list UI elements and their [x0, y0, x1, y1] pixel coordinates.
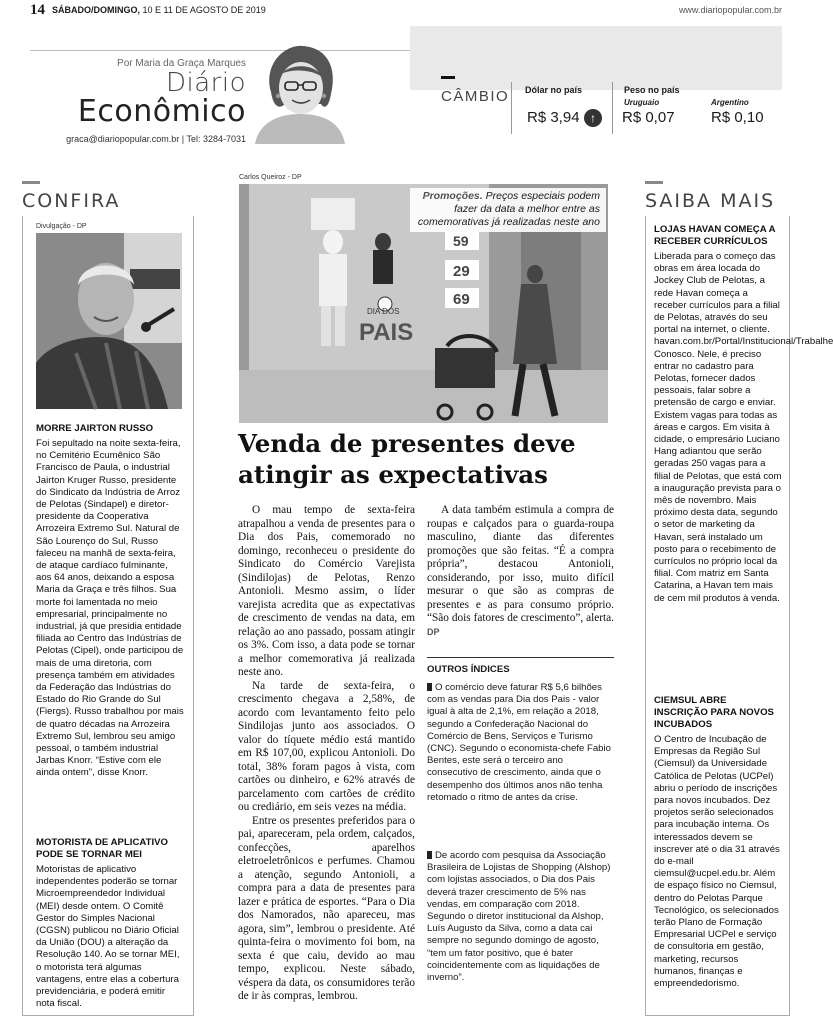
story-body: O Centro de Incubação de Empresas da Região Sul (Ciemsul) da Universidade Católica de Pelotas (UCPel) abriu o período de inscrições para novos incubados. Dez projetos serão selecionados para incubação interna. Os interessados devem se inscrever até o dia 31 através do e-mail ciemsul@ucpel.edu.br. Além de espaço físico no Ciemsul, dentro do Pelotas Parque Tecnológico, os selecionados terão Plano de Formação Empresarial UCPel e serviço de consultoria em gestão, marketing, recursos humanos, finanças e empreendedorismo.: [654, 734, 780, 990]
bullet-square-icon: [427, 851, 432, 859]
story-jairton: [36, 423, 184, 780]
column-title-line2: Econômico: [77, 94, 246, 129]
window-price-1: 59: [453, 233, 469, 249]
page-number: 14: [30, 2, 45, 18]
window-sign-small: DIA DOS: [367, 307, 400, 316]
page-date: [52, 5, 266, 15]
story-body: Liberada para o começo das obras em área locada do Jockey Club de Pelotas, a rede Havan começa a receber currículos para a filial de Pelotas, através do seu portal na internet, o cliente. havan.com.br/Portal/Institucional/Trabalhe Conosco. Nele, é preciso entrar no cadastro para Pelotas, fornecer dados pessoais, falar sobre a pretensão de cargo e enviar. Existem vagas para todas as áreas e cargos. Em visita à cidade, o empresário Luciano Hang adiantou que serão geradas 250 vagas para a filial de Pelotas, que está com a inauguração prevista para o mês de novembro. Mais próximo desta data, segundo o setor de marketing da Havan, será instalado um posto para o recebimento de currículos no próprio local da filial. Com matriz em Santa Catarina, a Havan tem mais de cem mil produtos à venda.: [654, 251, 833, 604]
article-paragraph: Entre os presentes preferidos para o pai, apareceram, pela ordem, calçados, confecções, aparelhos eletroeletrônicos e perfumes. Chamou a atenção, segundo Antonioli, a compra para a data de presentes para lazer e prática de esportes. “Para o Dia dos Namorados, não apareceu, mas agora, sim”, lembrou o presidente. Até quinta-feira o movimento foi bom, na sexta é que caiu, devido ao mau tempo, explicou. Neste sábado, véspera da data, os consumidores terão de ir às compras, lembrou.: [238, 814, 415, 1002]
article-paragraph-text: A data também estimula a compra de roupas e calçados para o guarda-roupa masculino, diante das diferentes promoções que são feitas. “É a compra própria”, destacou Antonioli, considerando, por isso, muito difícil mesurar o que são as compras de presentes e as para consumo próprio. “São dois fatores de crescimento”, alerta.: [427, 504, 614, 624]
outros-text: De acordo com pesquisa da Associação Brasileira de Lojistas de Shopping (Alshop) com lojistas associados, o Dia dos Pais deverá trazer crescimento de 5% nas vendas, em comparação com 2018. Segundo o diretor institucional da Alshop, Luís Augusto da Silva, como a data cai sempre no segundo domingo de agosto, “tem um fator positivo, que é bater coincidentemente com as liquidações de inverno”.: [427, 850, 611, 984]
uruguaio-label: Uruguaio: [624, 98, 660, 107]
dolar-title: Dólar no país: [525, 85, 583, 95]
argentino-value: R$ 0,10: [711, 109, 764, 126]
confira-title: CONFIRA: [22, 190, 121, 212]
story-havan: [654, 224, 833, 605]
article-headline: Venda de presentes deve atingir as expectativas: [238, 429, 576, 489]
columnist-portrait: [245, 44, 355, 144]
story-body: Foi sepultado na noite sexta-feira, no Cemitério Ecumênico São Francisco de Paula, o industrial Jairton Kruger Russo, presidente do Sindicato da Indústria de Arroz de Pelotas (Sindapel) e diretor-presidente da Cooperativa Arrozeira Extremo Sul. Natural de São Lourenço do Sul, Russo faleceu na manhã de sexta-feira, de ataque cardíaco fulminante, aos 64 anos, deixando a esposa Maria da Graça e três filhos. Sua morte foi lamentada no meio empresarial, principalmente no industrial, já que presidia entidade filiada ao Centro das Indústrias de Pelotas (Cipel), onde participou de mais de uma diretoria, com presença também em atividades da Federação das Indústrias do Estado do Rio Grande do Sul (Fiergs). Russo trabalhou por mais de quatro décadas na Arrozeira Extremo Sul, lembrou seu amigo pessoal, o também industrial Jarbas Knorr. “Estive com ele ainda ontem”, disse Knorr.: [36, 438, 184, 779]
article-paragraph: [427, 504, 614, 639]
article-paragraph: O mau tempo de sexta-feira atrapalhou a venda de presentes para o Dia dos Pais, comemorado no domingo, reconheceu o presidente do Sindicato do Comércio Varejista (Sindilojas) de Pelotas, Renzo Antonioli. Mesmo assim, o líder varejista acredita que as expectativas de crescimento de vendas na data, em relação ao ano passado, possam atingir os 3%. Com isso, a data pode se tornar a melhor comemorativa já realizada neste ano.: [238, 504, 415, 678]
caption-lead: Promoções.: [422, 190, 483, 202]
saiba-title: SAIBA MAIS: [645, 190, 776, 212]
jairton-russo-photo: [36, 233, 182, 409]
site-url: www.diariopopular.com.br: [678, 5, 782, 15]
bullet-square-icon: [427, 683, 432, 691]
dolar-value: R$ 3,94: [527, 109, 580, 126]
cambio-divider: [612, 82, 613, 134]
cambio-divider: [511, 82, 512, 134]
saiba-mark: [645, 181, 663, 184]
column-title-line1: Diário: [166, 68, 246, 98]
page-top-line: [30, 2, 782, 20]
page-date-rest: 10 E 11 DE AGOSTO DE 2019: [140, 5, 266, 15]
story-body: Motoristas de aplicativo independentes poderão se tornar Microempreendedor Individual (MEI) desde ontem. O Comitê Gestor do Simples Nacional (CGSN) publicou no Diário Oficial da União (DOU) a alteração da Resolução 140. Ao se tornar MEI, o motorista terá algumas vantagens, entre elas a cobertura previdenciária, e poderá emitir nota fiscal.: [36, 864, 180, 1010]
story-headline: LOJAS HAVAN COMEÇA A RECEBER CURRÍCULOS: [654, 224, 776, 247]
uruguaio-value: R$ 0,07: [622, 109, 675, 126]
columnist-contact: graca@diariopopular.com.br | Tel: 3284-7031: [66, 134, 246, 144]
confira-photo-credit: Divulgação - DP: [36, 223, 87, 230]
caption-text: Preços especiais podem fazer da data a melhor entre as comemorativas já realizadas neste ano: [417, 190, 600, 228]
outros-text: O comércio deve faturar R$ 5,6 bilhões com as vendas para Dia dos Pais - valor igual à alta de 2,1%, em relação a 2018, segundo a Confederação Nacional do Comércio de Bens, Serviços e Turismo (CNC). Segundo o economista-chefe Fabio Bentes, este será o terceiro ano consecutivo de crescimento, ainda que o desempenho dos últimos anos não tenha retomado o ritmo de antes da crise.: [427, 682, 611, 803]
outros-item-1: [427, 682, 614, 804]
argentino-label: Argentino: [711, 98, 749, 107]
outros-indices-head: OUTROS ÍNDICES: [427, 664, 510, 675]
cambio-mark: [441, 76, 455, 79]
byline: Por Maria da Graça Marques: [117, 58, 246, 69]
window-price-3: 69: [453, 291, 470, 308]
article-signature: DP: [427, 626, 440, 637]
article-column-1: [238, 504, 415, 1004]
story-headline: MOTORISTA DE APLICATIVO PODE SE TORNAR MEI: [36, 837, 169, 860]
story-headline: CIEMSUL ABRE INSCRIÇÃO PARA NOVOS INCUBADOS: [654, 695, 774, 730]
cambio-box: [410, 26, 782, 90]
article-paragraph: Na tarde de sexta-feira, o crescimento chegava a 2,58%, de acordo com levantamento feito pelo Sindilojas junto aos associados. O valor do tíquete médio está mantido em R$ 107,00, explicou Antonioli. Do total, 38% foram pagos à vista, com cartões ou dinheiro, e 62% através de parcelamento com cartões de crédito ou crediário, em seis vezes na média.: [238, 679, 415, 813]
arrow-up-icon: ↑: [584, 109, 602, 127]
story-ciemsul: [654, 695, 782, 990]
outros-rule: [427, 657, 614, 658]
story-headline: MORRE JAIRTON RUSSO: [36, 423, 154, 434]
window-sign-big: PAIS: [359, 319, 414, 346]
confira-mark: [22, 181, 40, 184]
window-price-2: 29: [453, 263, 470, 280]
story-motorista-mei: [36, 837, 184, 1010]
page-date-bold: SÁBADO/DOMINGO,: [52, 5, 141, 15]
cambio-label: CÂMBIO: [441, 88, 510, 105]
article-column-2: [427, 504, 614, 639]
peso-title: Peso no país: [624, 85, 680, 95]
outros-item-2: [427, 850, 614, 984]
photo-caption: [410, 188, 606, 232]
main-photo-credit: Carlos Queiroz - DP: [239, 174, 302, 181]
